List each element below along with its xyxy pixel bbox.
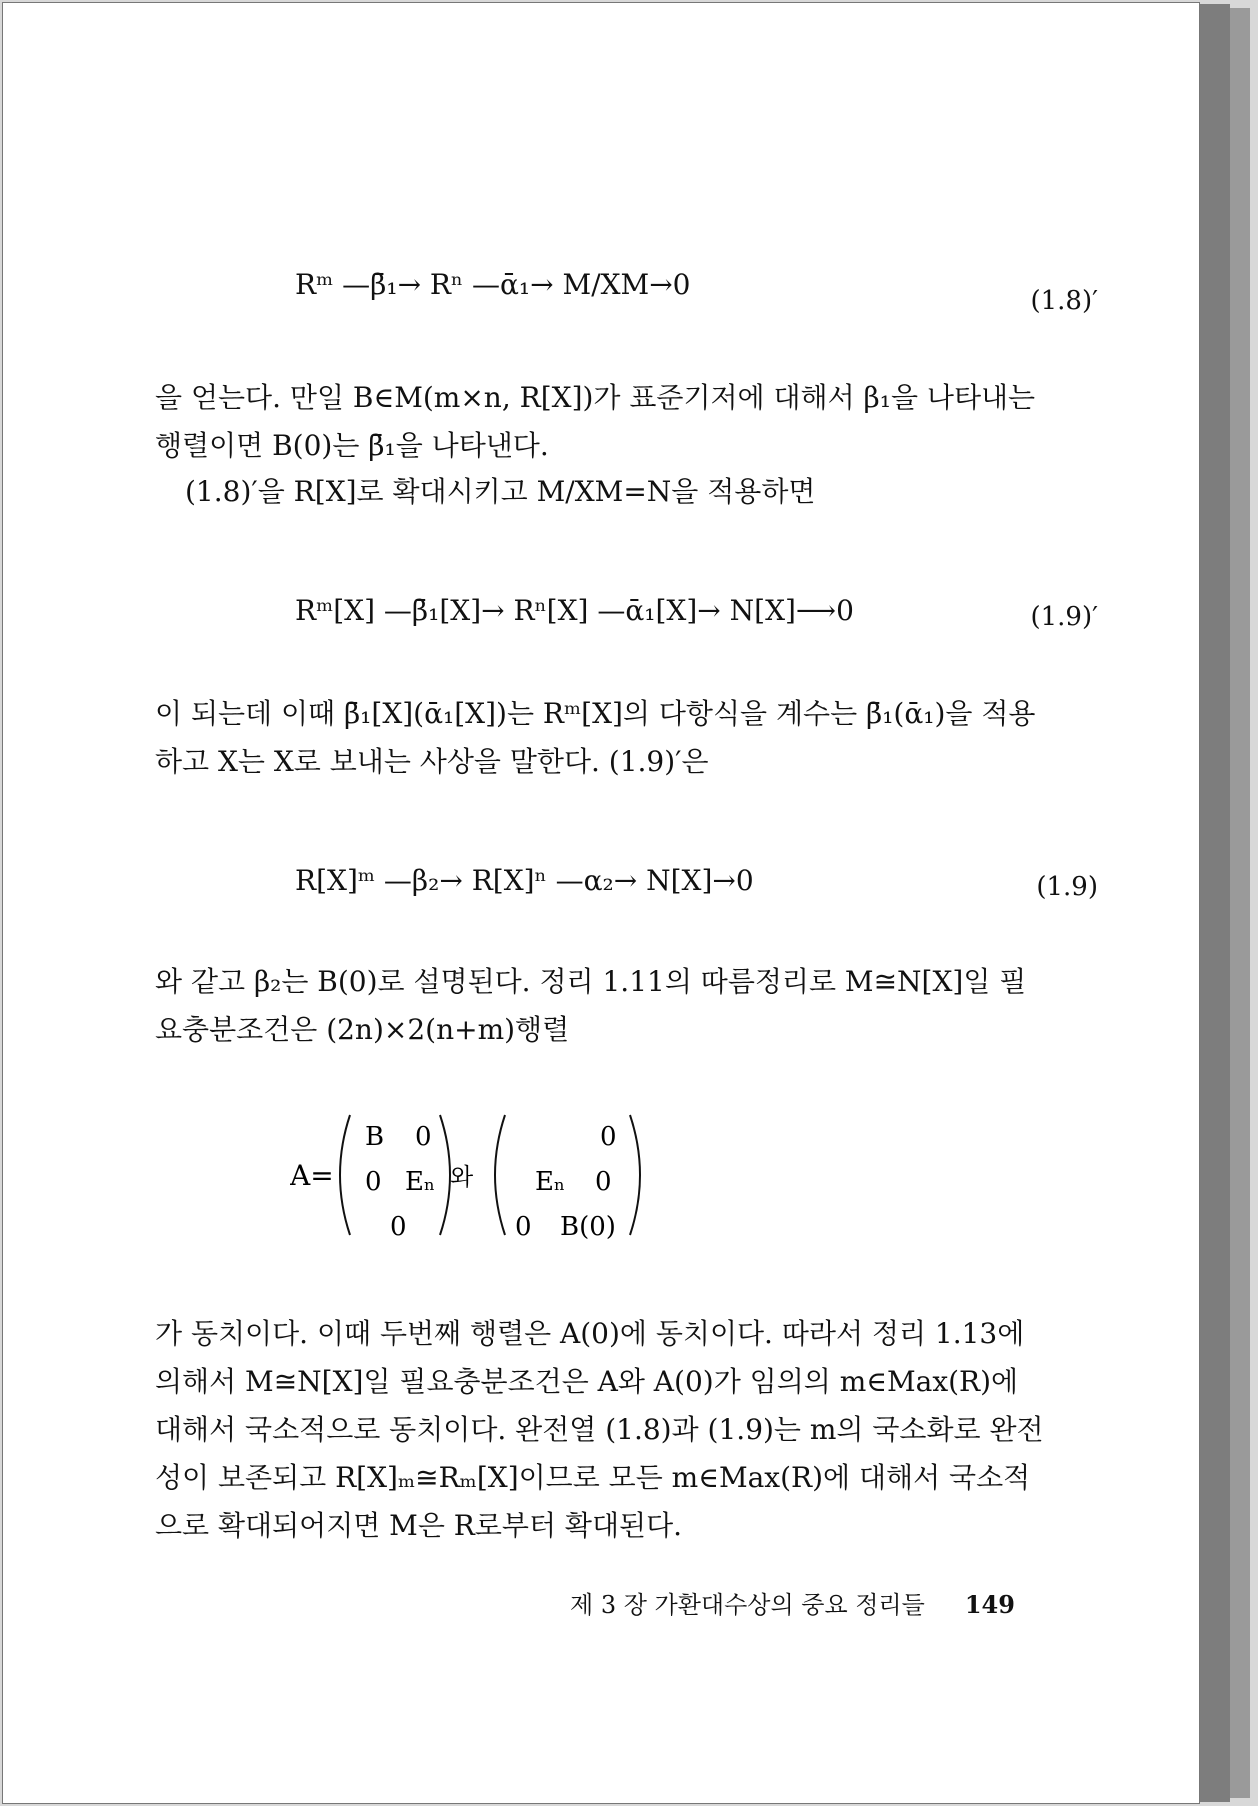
page-footer bbox=[570, 1585, 1015, 1620]
m1-r1c1: B bbox=[365, 1122, 385, 1152]
matrix-lhs: A= bbox=[290, 1159, 334, 1192]
equation-1-9-prime: Rᵐ[X] —β̄₁[X]→ Rⁿ[X] —ᾱ₁[X]→ N[X]⟶0 bbox=[295, 594, 854, 627]
page-edge-shadow-2 bbox=[1230, 8, 1250, 1798]
page-edge-shadow bbox=[1200, 4, 1230, 1802]
equation-1-8: Rᵐ —β̄₁→ Rⁿ —ᾱ₁→ M/XM→0 bbox=[295, 268, 691, 301]
equation-label-1-9-prime: (1.9)′ bbox=[1030, 602, 1098, 632]
paragraph-5: 가 동치이다. 이때 두번째 행렬은 A(0)에 동치이다. 따라서 정리 1.13에 의해서 M≅N[X]일 필요충분조건은 A와 A(0)가 임의의 m∈Max(R)에 대해서 국소적으로 동치이다. 완전열 (1.8)과 (1.9)는 m의 국소화로 완전성이 보존되고 R[X]ₘ≅Rₘ[X]이므로 모든 m∈Max(R)에 대해서 국소적으로 확대되어지면 M은 R로부터 확대된다. bbox=[155, 1317, 1044, 1542]
m2-r3c1: 0 bbox=[515, 1212, 532, 1242]
matrix-1-left-paren bbox=[340, 1115, 350, 1235]
matrix-svg bbox=[290, 1105, 670, 1245]
paragraph-3: 이 되는데 이때 β̄₁[X](ᾱ₁[X])는 Rᵐ[X]의 다항식을 계수는 β̄₁(ᾱ₁)을 적용하고 X는 X로 보내는 사상을 말한다. (1.9)′은 bbox=[155, 697, 1036, 778]
matrix-1-right-paren bbox=[440, 1115, 450, 1235]
m2-r1c2: 0 bbox=[600, 1122, 617, 1152]
matrix-join: 와 bbox=[450, 1163, 474, 1191]
paragraph-1: 을 얻는다. 만일 B∈M(m×n, R[X])가 표준기저에 대해서 β₁을 나타내는 행렬이면 B(0)는 β̄₁을 나타낸다. bbox=[155, 381, 1036, 462]
matrix-2-left-paren bbox=[495, 1115, 505, 1235]
m1-r2c1: 0 bbox=[365, 1167, 382, 1197]
equation-label-1-9: (1.9) bbox=[1036, 872, 1098, 902]
m2-r3c2: B(0) bbox=[560, 1212, 616, 1242]
equation-1-9: R[X]ᵐ —β₂→ R[X]ⁿ —α₂→ N[X]→0 bbox=[295, 864, 754, 897]
m1-r2c2: Eₙ bbox=[405, 1167, 436, 1197]
paragraph-2: (1.8)′을 R[X]로 확대시키고 M/XM=N을 적용하면 bbox=[185, 475, 816, 508]
page-number: 149 bbox=[964, 1590, 1015, 1619]
m2-r2c2: 0 bbox=[595, 1167, 612, 1197]
equation-label-1-8: (1.8)′ bbox=[1030, 286, 1098, 316]
m2-r2c1: Eₙ bbox=[535, 1167, 566, 1197]
matrix-2-right-paren bbox=[630, 1115, 640, 1235]
m1-r1c2: 0 bbox=[415, 1122, 432, 1152]
matrix-equation bbox=[290, 1105, 670, 1252]
paragraph-4: 와 같고 β₂는 B(0)로 설명된다. 정리 1.11의 따름정리로 M≅N[X]일 필요충분조건은 (2n)×2(n+m)행렬 bbox=[155, 965, 1027, 1046]
chapter-title: 제 3 장 가환대수상의 중요 정리들 bbox=[570, 1591, 925, 1619]
m1-r3c2: 0 bbox=[390, 1212, 407, 1242]
